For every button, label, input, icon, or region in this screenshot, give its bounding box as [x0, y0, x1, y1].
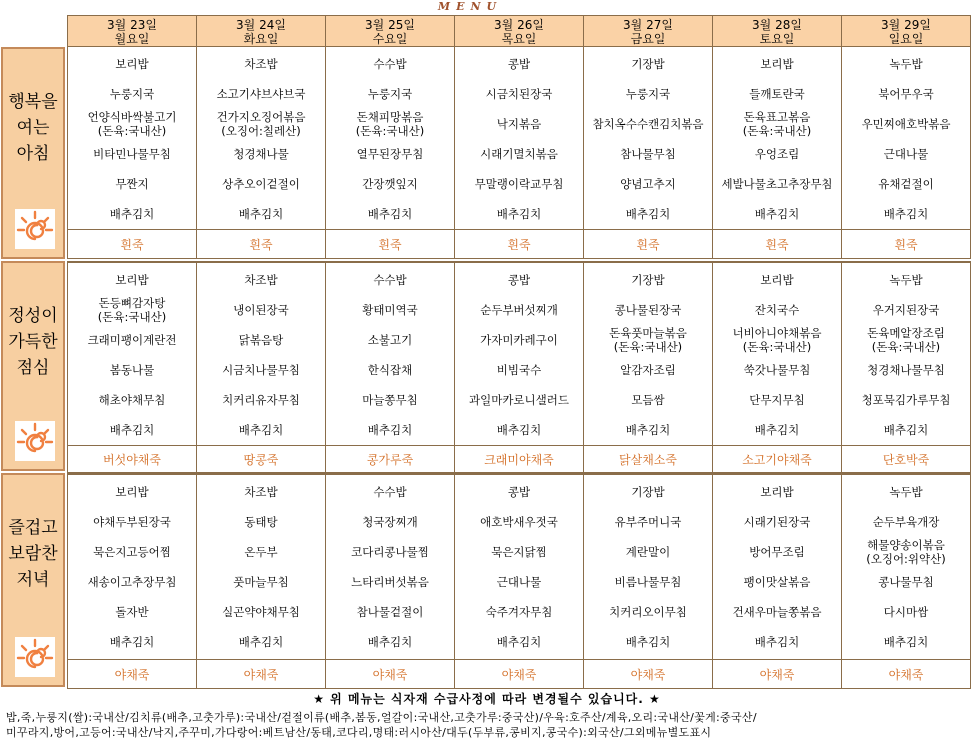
menu-item: 배추김치 — [883, 423, 929, 437]
menu-item: 수수밥 — [373, 57, 407, 71]
day-date: 3월 24일 — [236, 18, 286, 32]
day-header-row — [67, 15, 971, 47]
menu-item: 돈육표고볶음 (돈육:국내산) — [742, 110, 812, 138]
menu-item: 간장깻잎지 — [362, 177, 418, 191]
menu-item: 낙지볶음 — [496, 117, 542, 131]
day-menu-column — [326, 475, 455, 688]
menu-item: 치커리오이무침 — [609, 605, 687, 619]
meal-label — [1, 47, 65, 259]
menu-item: 기장밥 — [631, 485, 665, 499]
menu-item: 보리밥 — [760, 273, 794, 287]
meal-label-text — [3, 303, 63, 381]
porridge-item: 흰죽 — [713, 229, 841, 258]
menu-item: 배추김치 — [496, 423, 542, 437]
menu-item: 배추김치 — [109, 423, 155, 437]
menu-item: 야채두부된장국 — [93, 515, 171, 529]
menu-item: 기장밥 — [631, 273, 665, 287]
menu-item: 모듬쌈 — [631, 393, 665, 407]
menu-item: 콩밥 — [507, 57, 531, 71]
menu-item: 방어무조림 — [749, 545, 805, 559]
porridge-item: 흰죽 — [455, 229, 583, 258]
menu-item-list — [713, 47, 841, 229]
menu-item: 비빔국수 — [496, 363, 542, 377]
sun-spiral-icon — [15, 421, 55, 461]
menu-item: 참나물무침 — [620, 147, 676, 161]
menu-item-list — [68, 263, 196, 445]
day-menu-column — [197, 475, 326, 688]
meal-label-line: 즐겁고 — [8, 518, 58, 538]
day-header — [455, 16, 584, 46]
menu-item: 차조밥 — [244, 485, 278, 499]
menu-item: 수수밥 — [373, 485, 407, 499]
menu-item: 배추김치 — [367, 423, 413, 437]
menu-item: 근대나물 — [883, 147, 929, 161]
menu-item: 무말랭이락교무침 — [474, 177, 564, 191]
menu-item: 한식잡채 — [367, 363, 413, 377]
menu-item-list — [197, 263, 325, 445]
meal-label-line: 여는 — [16, 118, 50, 138]
day-menu-column — [197, 263, 326, 472]
sun-spiral-icon — [15, 637, 55, 677]
porridge-item: 야채죽 — [68, 659, 196, 688]
day-date: 3월 29일 — [881, 18, 931, 32]
menu-item: 콩밥 — [507, 485, 531, 499]
menu-item: 애호박새우젓국 — [480, 515, 558, 529]
menu-item: 보리밥 — [760, 485, 794, 499]
meal-label-text — [3, 515, 63, 593]
porridge-item: 야채죽 — [326, 659, 454, 688]
menu-item: 봄동나물 — [109, 363, 155, 377]
menu-item: 우민찌애호박볶음 — [861, 117, 951, 131]
menu-item: 보리밥 — [115, 273, 149, 287]
porridge-item: 크래미야채죽 — [455, 445, 583, 472]
menu-item: 배추김치 — [238, 423, 284, 437]
day-menu-column — [713, 475, 842, 688]
menu-item: 마늘쫑무침 — [362, 393, 418, 407]
porridge-item: 흰죽 — [326, 229, 454, 258]
meal-label-text — [3, 89, 63, 167]
menu-item: 근대나물 — [496, 575, 542, 589]
menu-item: 돈육메알장조림 (돈육:국내산) — [867, 326, 945, 354]
menu-item: 배추김치 — [625, 207, 671, 221]
menu-item: 상추오이겉절이 — [222, 177, 300, 191]
day-weekday: 일요일 — [888, 32, 924, 46]
menu-item-list — [455, 475, 583, 659]
day-menu-column — [713, 263, 842, 472]
porridge-item: 소고기야채죽 — [713, 445, 841, 472]
day-header — [68, 16, 197, 46]
menu-item: 풋마늘무침 — [233, 575, 289, 589]
menu-item: 보리밥 — [115, 485, 149, 499]
menu-item: 배추김치 — [883, 207, 929, 221]
menu-item-list — [455, 47, 583, 229]
meal-label-line: 점심 — [16, 358, 50, 378]
sun-spiral-icon — [15, 209, 55, 249]
day-date: 3월 26일 — [494, 18, 544, 32]
menu-item: 배추김치 — [109, 207, 155, 221]
meal-label-line: 정성이 — [8, 306, 58, 326]
menu-item: 시래기된장국 — [743, 515, 811, 529]
menu-item: 청포묵김가루무침 — [861, 393, 951, 407]
day-weekday: 목요일 — [501, 32, 537, 46]
menu-item-list — [842, 263, 970, 445]
menu-item: 단무지무침 — [749, 393, 805, 407]
menu-item: 유채겉절이 — [878, 177, 934, 191]
origin-info — [6, 710, 970, 740]
day-menu-column — [584, 263, 713, 472]
porridge-item: 흰죽 — [584, 229, 712, 258]
day-menu-column — [326, 47, 455, 258]
menu-item-list — [68, 475, 196, 659]
menu-item: 참나물겉절이 — [356, 605, 424, 619]
porridge-item: 야채죽 — [197, 659, 325, 688]
menu-item-list — [197, 475, 325, 659]
menu-item: 해초야채무침 — [98, 393, 166, 407]
menu-item: 새송이고추장무침 — [87, 575, 177, 589]
day-header — [842, 16, 970, 46]
menu-item: 건새우마늘쫑볶음 — [732, 605, 822, 619]
porridge-item: 흰죽 — [68, 229, 196, 258]
meal-grid — [67, 473, 971, 689]
meal-label-line: 가득한 — [8, 332, 58, 352]
origin-line: 밥,죽,누룽지(쌀):국내산/김치류(배추,고춧가루):국내산/겉절이류(배추,봄동,얼갈이:국내산,고춧가루:중국산)/우육:호주산/계육,오리:국내산/꽃게:중국산/ — [6, 711, 757, 724]
menu-item-list — [326, 47, 454, 229]
menu-item: 과일마카로니샐러드 — [469, 393, 569, 407]
menu-item: 배추김치 — [496, 635, 542, 649]
menu-item: 숙주겨자무침 — [485, 605, 553, 619]
menu-item: 우거지된장국 — [872, 303, 940, 317]
menu-item: 들깨토란국 — [749, 87, 805, 101]
menu-item: 건가지오징어볶음 (오징어:칠레산) — [216, 110, 306, 138]
menu-item: 언양식바싹불고기 (돈육:국내산) — [87, 110, 177, 138]
menu-item: 콩나물된장국 — [614, 303, 682, 317]
menu-item: 녹두밥 — [889, 485, 923, 499]
porridge-item: 야채죽 — [584, 659, 712, 688]
menu-item: 배추김치 — [238, 635, 284, 649]
menu-item: 세발나물초고추장무침 — [721, 177, 833, 191]
menu-item: 배추김치 — [109, 635, 155, 649]
day-date: 3월 25일 — [365, 18, 415, 32]
menu-item: 청경채나물 — [233, 147, 289, 161]
menu-item: 차조밥 — [244, 57, 278, 71]
day-menu-column — [68, 47, 197, 258]
porridge-item: 야채죽 — [842, 659, 970, 688]
menu-item: 비름나물무침 — [614, 575, 682, 589]
menu-item: 너비아니야채볶음 (돈육:국내산) — [732, 326, 822, 354]
day-menu-column — [68, 475, 197, 688]
menu-item: 누룽지국 — [109, 87, 155, 101]
menu-item: 배추김치 — [367, 207, 413, 221]
menu-item: 배추김치 — [625, 635, 671, 649]
meal-label-line: 행복을 — [8, 92, 58, 112]
menu-item: 우엉조림 — [754, 147, 800, 161]
menu-item: 시래기멸치볶음 — [480, 147, 558, 161]
menu-item-list — [713, 475, 841, 659]
menu-item: 황태미역국 — [362, 303, 418, 317]
day-weekday: 수요일 — [372, 32, 408, 46]
menu-item: 유부주머니국 — [614, 515, 682, 529]
menu-item: 시금치나물무침 — [222, 363, 300, 377]
menu-item-list — [455, 263, 583, 445]
day-menu-column — [842, 47, 970, 258]
day-header — [197, 16, 326, 46]
menu-item-list — [842, 47, 970, 229]
menu-title: MENU — [437, 0, 503, 13]
day-header — [584, 16, 713, 46]
menu-item: 소고기샤브샤브국 — [216, 87, 306, 101]
menu-item: 콩밥 — [507, 273, 531, 287]
porridge-item: 야채죽 — [455, 659, 583, 688]
menu-item: 배추김치 — [883, 635, 929, 649]
menu-item: 수수밥 — [373, 273, 407, 287]
menu-item: 순두부육개장 — [872, 515, 940, 529]
menu-item: 누룽지국 — [367, 87, 413, 101]
menu-item: 해물양송이볶음 (오징어:위약산) — [866, 538, 946, 566]
menu-item: 녹두밥 — [889, 57, 923, 71]
day-header — [326, 16, 455, 46]
menu-item: 돈등뼈감자탕 (돈육:국내산) — [97, 296, 167, 324]
porridge-item: 버섯야채죽 — [68, 445, 196, 472]
menu-item: 돈채피망볶음 (돈육:국내산) — [355, 110, 425, 138]
menu-item: 청국장찌개 — [362, 515, 418, 529]
menu-item: 닭볶음탕 — [238, 333, 284, 347]
menu-item: 알감자조림 — [620, 363, 676, 377]
day-weekday: 월요일 — [114, 32, 150, 46]
menu-item: 배추김치 — [367, 635, 413, 649]
day-menu-column — [68, 263, 197, 472]
menu-item-list — [713, 263, 841, 445]
menu-item: 배추김치 — [754, 635, 800, 649]
menu-item: 누룽지국 — [625, 87, 671, 101]
day-header — [713, 16, 842, 46]
day-menu-column — [584, 475, 713, 688]
menu-item-list — [584, 263, 712, 445]
menu-item: 실곤약야채무침 — [222, 605, 300, 619]
day-date: 3월 27일 — [623, 18, 673, 32]
day-menu-column — [584, 47, 713, 258]
menu-item: 크래미팽이계란전 — [87, 333, 177, 347]
menu-item: 배추김치 — [625, 423, 671, 437]
menu-item: 돌자반 — [115, 605, 149, 619]
meal-label-line: 아침 — [16, 144, 50, 164]
menu-item: 북어무우국 — [878, 87, 934, 101]
menu-item-list — [584, 475, 712, 659]
day-menu-column — [455, 263, 584, 472]
menu-item: 배추김치 — [754, 207, 800, 221]
menu-item-list — [326, 475, 454, 659]
menu-item-list — [68, 47, 196, 229]
menu-item: 소불고기 — [367, 333, 413, 347]
porridge-item: 야채죽 — [713, 659, 841, 688]
menu-item: 순두부버섯찌개 — [480, 303, 558, 317]
menu-item: 배추김치 — [754, 423, 800, 437]
day-weekday: 화요일 — [243, 32, 279, 46]
porridge-item: 흰죽 — [197, 229, 325, 258]
menu-item: 동태탕 — [244, 515, 278, 529]
change-notice: ★ 위 메뉴는 식자재 수급사정에 따라 변경될수 있습니다. ★ — [313, 692, 661, 706]
meal-label — [1, 473, 65, 687]
menu-item: 느타리버섯볶음 — [351, 575, 429, 589]
day-weekday: 금요일 — [630, 32, 666, 46]
menu-item: 잔치국수 — [754, 303, 800, 317]
menu-item: 녹두밥 — [889, 273, 923, 287]
day-menu-column — [842, 475, 970, 688]
porridge-item: 땅콩죽 — [197, 445, 325, 472]
meal-label-line: 보람찬 — [8, 544, 58, 564]
day-menu-column — [455, 47, 584, 258]
menu-item: 가자미카레구이 — [480, 333, 558, 347]
menu-item-list — [326, 263, 454, 445]
menu-item: 다시마쌈 — [883, 605, 929, 619]
menu-item-list — [197, 47, 325, 229]
menu-item: 치커리유자무침 — [222, 393, 300, 407]
menu-item: 무짠지 — [115, 177, 149, 191]
day-menu-column — [197, 47, 326, 258]
menu-item: 참치옥수수캔김치볶음 — [592, 117, 704, 131]
menu-item: 콩나물무침 — [878, 575, 934, 589]
menu-item: 보리밥 — [115, 57, 149, 71]
menu-item: 묵은지닭찜 — [491, 545, 547, 559]
menu-item-list — [842, 475, 970, 659]
menu-item: 보리밥 — [760, 57, 794, 71]
menu-item: 팽이맛살볶음 — [743, 575, 811, 589]
day-menu-column — [326, 263, 455, 472]
menu-item: 차조밥 — [244, 273, 278, 287]
day-menu-column — [713, 47, 842, 258]
menu-item: 냉이된장국 — [233, 303, 289, 317]
menu-item: 열무된장무침 — [356, 147, 424, 161]
menu-item: 비타민나물무침 — [93, 147, 171, 161]
meal-grid — [67, 47, 971, 259]
meal-grid — [67, 261, 971, 473]
porridge-item: 닭살채소죽 — [584, 445, 712, 472]
porridge-item: 흰죽 — [842, 229, 970, 258]
menu-item: 청경채나물무침 — [867, 363, 945, 377]
porridge-item: 단호박죽 — [842, 445, 970, 472]
day-date: 3월 28일 — [752, 18, 802, 32]
day-weekday: 토요일 — [759, 32, 795, 46]
menu-item: 돈육풋마늘볶음 (돈육:국내산) — [609, 326, 687, 354]
day-menu-column — [455, 475, 584, 688]
porridge-item: 콩가루죽 — [326, 445, 454, 472]
meal-label-line: 저녁 — [16, 570, 50, 590]
menu-item: 배추김치 — [238, 207, 284, 221]
menu-item: 쑥갓나물무침 — [743, 363, 811, 377]
menu-item: 양념고추지 — [620, 177, 676, 191]
menu-item: 시금치된장국 — [485, 87, 553, 101]
origin-line: 미꾸라지,방어,고등어:국내산/낙지,주꾸미,가다랑어:베트남산/동태,코다리,명태:러시아산/대두(두부류,콩비지,콩국수):외국산/그외메뉴별도표시 — [6, 726, 712, 739]
day-menu-column — [842, 263, 970, 472]
menu-item: 기장밥 — [631, 57, 665, 71]
day-date: 3월 23일 — [107, 18, 157, 32]
menu-item: 온두부 — [244, 545, 278, 559]
menu-item-list — [584, 47, 712, 229]
menu-item: 배추김치 — [496, 207, 542, 221]
menu-item: 묵은지고등어찜 — [93, 545, 171, 559]
menu-item: 코다리콩나물찜 — [351, 545, 429, 559]
menu-item: 계란말이 — [625, 545, 671, 559]
meal-label — [1, 261, 65, 471]
